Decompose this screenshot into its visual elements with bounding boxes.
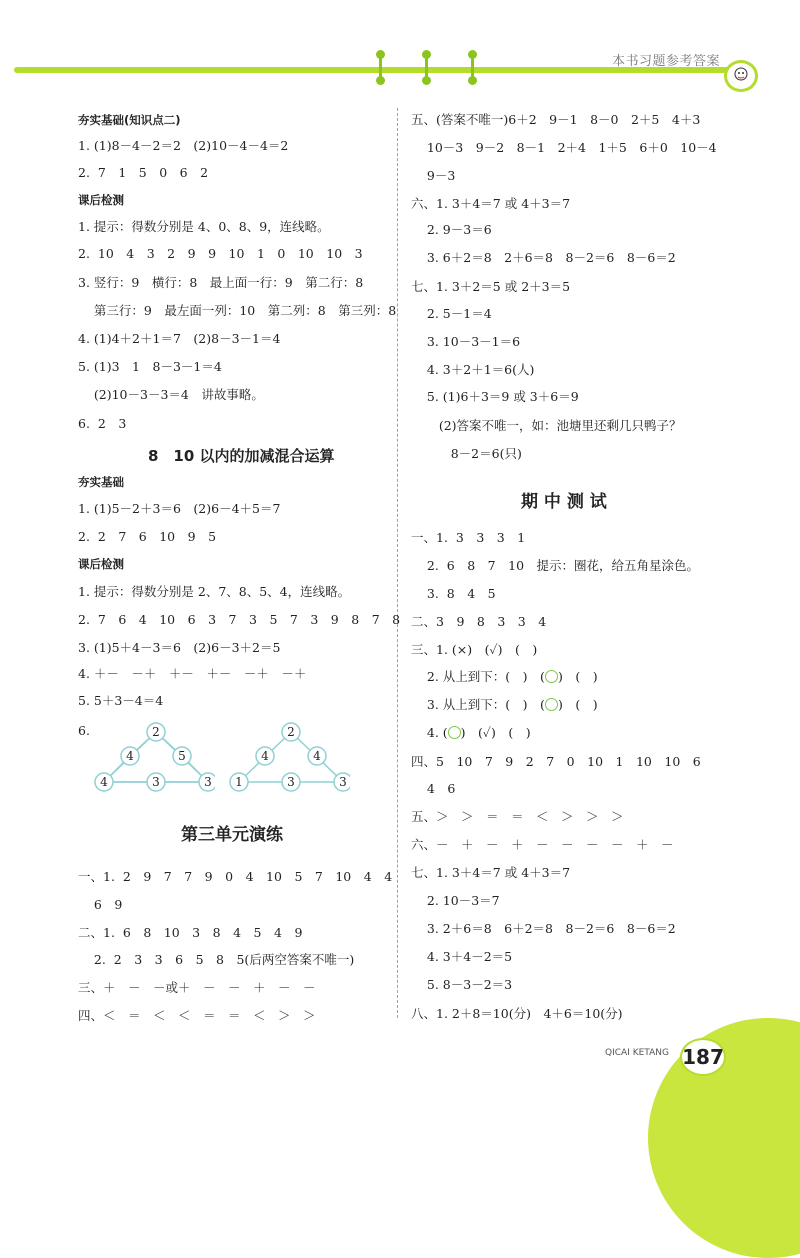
answer-line: 七、1. 3＋4＝7 或 4＋3＝7 bbox=[411, 865, 571, 880]
answer-line: 5. (1)3 1 8－3－1＝4 bbox=[78, 359, 222, 374]
answer-line: 2. 9－3＝6 bbox=[411, 222, 492, 237]
answer-line: (2)10－3－3＝4 讲故事略。 bbox=[78, 387, 264, 402]
circle-mark-icon bbox=[545, 698, 558, 711]
answer-line: 4. ( ) (✓) ( ) bbox=[411, 725, 531, 740]
section-title: 8 10 以内的加减混合运算 bbox=[148, 447, 335, 465]
circle-mark-icon bbox=[545, 670, 558, 683]
answer-line: 2. 10－3＝7 bbox=[411, 893, 500, 908]
answer-line: 3. 10－3－1＝6 bbox=[411, 334, 521, 349]
binder-rings bbox=[370, 50, 490, 90]
answer-line: 二、1. 6 8 10 3 8 4 5 4 9 bbox=[78, 925, 303, 940]
answer-line: 2. 5－1＝4 bbox=[411, 306, 492, 321]
answer-line: 2. 10 4 3 2 9 9 10 1 0 10 10 3 bbox=[78, 246, 363, 261]
answer-line: 六、－ ＋ － ＋ － － － － ＋ － bbox=[411, 837, 674, 852]
answer-line: 4 6 bbox=[411, 781, 456, 796]
answer-line: 4. 3＋4－2＝5 bbox=[411, 949, 513, 964]
unit-title: 第三单元演练 bbox=[181, 825, 283, 845]
section-heading: 夯实基础(知识点二) bbox=[78, 113, 181, 127]
answer-line: 6. bbox=[78, 723, 90, 738]
answer-line: 三、＋ － －或＋ － － ＋ － － bbox=[78, 980, 316, 995]
answer-line: 一、1. 3 3 3 1 bbox=[411, 530, 526, 545]
column-divider bbox=[397, 108, 398, 1018]
answer-line: 2. 7 1 5 0 6 2 bbox=[78, 165, 209, 180]
answer-line: 3. (1)5＋4－3＝6 (2)6－3＋2＝5 bbox=[78, 640, 281, 655]
footer-brand: QICAI KETANG bbox=[605, 1048, 669, 1058]
answer-line: 3. 8 4 5 bbox=[411, 586, 496, 601]
answer-line: 9－3 bbox=[411, 168, 456, 183]
circle-mark-icon bbox=[448, 726, 461, 739]
answer-line: 2. 7 6 4 10 6 3 7 3 5 7 3 9 8 7 8 bbox=[78, 612, 401, 627]
triangle-number: 2 bbox=[287, 725, 295, 739]
answer-line: 五、＞ ＞ ＝ ＝ ＜ ＞ ＞ ＞ bbox=[411, 809, 624, 824]
triangle-number: 2 bbox=[152, 725, 160, 739]
answer-line: 八、1. 2＋8＝10(分) 4＋6＝10(分) bbox=[411, 1006, 623, 1021]
answer-line: 七、1. 3＋2＝5 或 2＋3＝5 bbox=[411, 279, 571, 294]
answer-line: 5. 8－3－2＝3 bbox=[411, 977, 513, 992]
mascot-icon bbox=[724, 60, 758, 92]
answer-line: 1. (1)5－2＋3＝6 (2)6－4＋5＝7 bbox=[78, 501, 281, 516]
answer-line: 8－2＝6(只) bbox=[411, 446, 522, 461]
triangle-number: 3 bbox=[339, 775, 347, 789]
answer-line: 5. 5＋3－4＝4 bbox=[78, 693, 164, 708]
triangle-number: 1 bbox=[235, 775, 243, 789]
answer-line: 2. 2 7 6 10 9 5 bbox=[78, 529, 217, 544]
answer-line: 二、3 9 8 3 3 4 bbox=[411, 614, 547, 629]
section-heading: 夯实基础 bbox=[78, 475, 124, 489]
answer-line: 3. 从上到下：( ) ( ) ( ) bbox=[411, 697, 598, 712]
number-triangle-2 bbox=[225, 718, 350, 798]
triangle-number: 4 bbox=[100, 775, 108, 789]
answer-line: 4. 3＋2＋1＝6(人) bbox=[411, 362, 535, 377]
answer-line: (2)答案不唯一，如：池塘里还剩几只鸭子？ bbox=[411, 418, 682, 433]
section-heading: 课后检测 bbox=[78, 193, 124, 207]
answer-line: 1. (1)8－4－2＝2 (2)10－4－4＝2 bbox=[78, 138, 289, 153]
answer-line: 2. 6 8 7 10 提示：圈花，给五角星涂色。 bbox=[411, 558, 700, 573]
answer-line: 四、5 10 7 9 2 7 0 10 1 10 10 6 bbox=[411, 754, 701, 769]
answer-line: 2. 从上到下：( ) ( ) ( ) bbox=[411, 669, 598, 684]
triangle-number: 3 bbox=[287, 775, 295, 789]
triangle-number: 4 bbox=[126, 749, 134, 763]
answer-line: 第三行：9 最左面一列：10 第二列：8 第三列：8 bbox=[78, 303, 397, 318]
answer-line: 1. 提示：得数分别是 2、7、8、5、4，连线略。 bbox=[78, 584, 351, 599]
triangle-number: 5 bbox=[178, 749, 186, 763]
answer-line: 2. 2 3 3 6 5 8 5(后两空答案不唯一) bbox=[78, 952, 355, 967]
page-number: 187 bbox=[680, 1038, 726, 1076]
answer-line: 3. 6＋2＝8 2＋6＝8 8－2＝6 8－6＝2 bbox=[411, 250, 676, 265]
answer-line: 三、1. (×) (✓) ( ) bbox=[411, 642, 538, 657]
answer-line: 6. 2 3 bbox=[78, 416, 127, 431]
triangle-number: 4 bbox=[313, 749, 321, 763]
answer-line: 4. ＋－ －＋ ＋－ ＋－ －＋ －＋ bbox=[78, 666, 307, 681]
answer-line: 五、(答案不唯一)6＋2 9－1 8－0 2＋5 4＋3 bbox=[411, 112, 701, 127]
midterm-title: 期 中 测 试 bbox=[521, 492, 607, 512]
triangle-number: 3 bbox=[152, 775, 160, 789]
answer-line: 4. (1)4＋2＋1＝7 (2)8－3－1＝4 bbox=[78, 331, 281, 346]
answer-line: 3. 竖行：9 横行：8 最上面一行：9 第二行：8 bbox=[78, 275, 364, 290]
answer-line: 六、1. 3＋4＝7 或 4＋3＝7 bbox=[411, 196, 571, 211]
triangle-number: 4 bbox=[261, 749, 269, 763]
section-heading: 课后检测 bbox=[78, 557, 124, 571]
answer-line: 3. 2＋6＝8 6＋2＝8 8－2＝6 8－6＝2 bbox=[411, 921, 676, 936]
answer-line: 5. (1)6＋3＝9 或 3＋6＝9 bbox=[411, 389, 579, 404]
triangle-number: 3 bbox=[204, 775, 212, 789]
answer-line: 四、＜ ＝ ＜ ＜ ＝ ＝ ＜ ＞ ＞ bbox=[78, 1008, 316, 1023]
answer-line: 1. 提示：得数分别是 4、0、8、9，连线略。 bbox=[78, 219, 330, 234]
answer-line: 6 9 bbox=[78, 897, 123, 912]
number-triangle-1 bbox=[90, 718, 215, 798]
answer-line: 10－3 9－2 8－1 2＋4 1＋5 6＋0 10－4 bbox=[411, 140, 717, 155]
answer-line: 一、1. 2 9 7 7 9 0 4 10 5 7 10 4 4 bbox=[78, 869, 393, 884]
header-title: 本书习题参考答案 bbox=[612, 54, 721, 69]
